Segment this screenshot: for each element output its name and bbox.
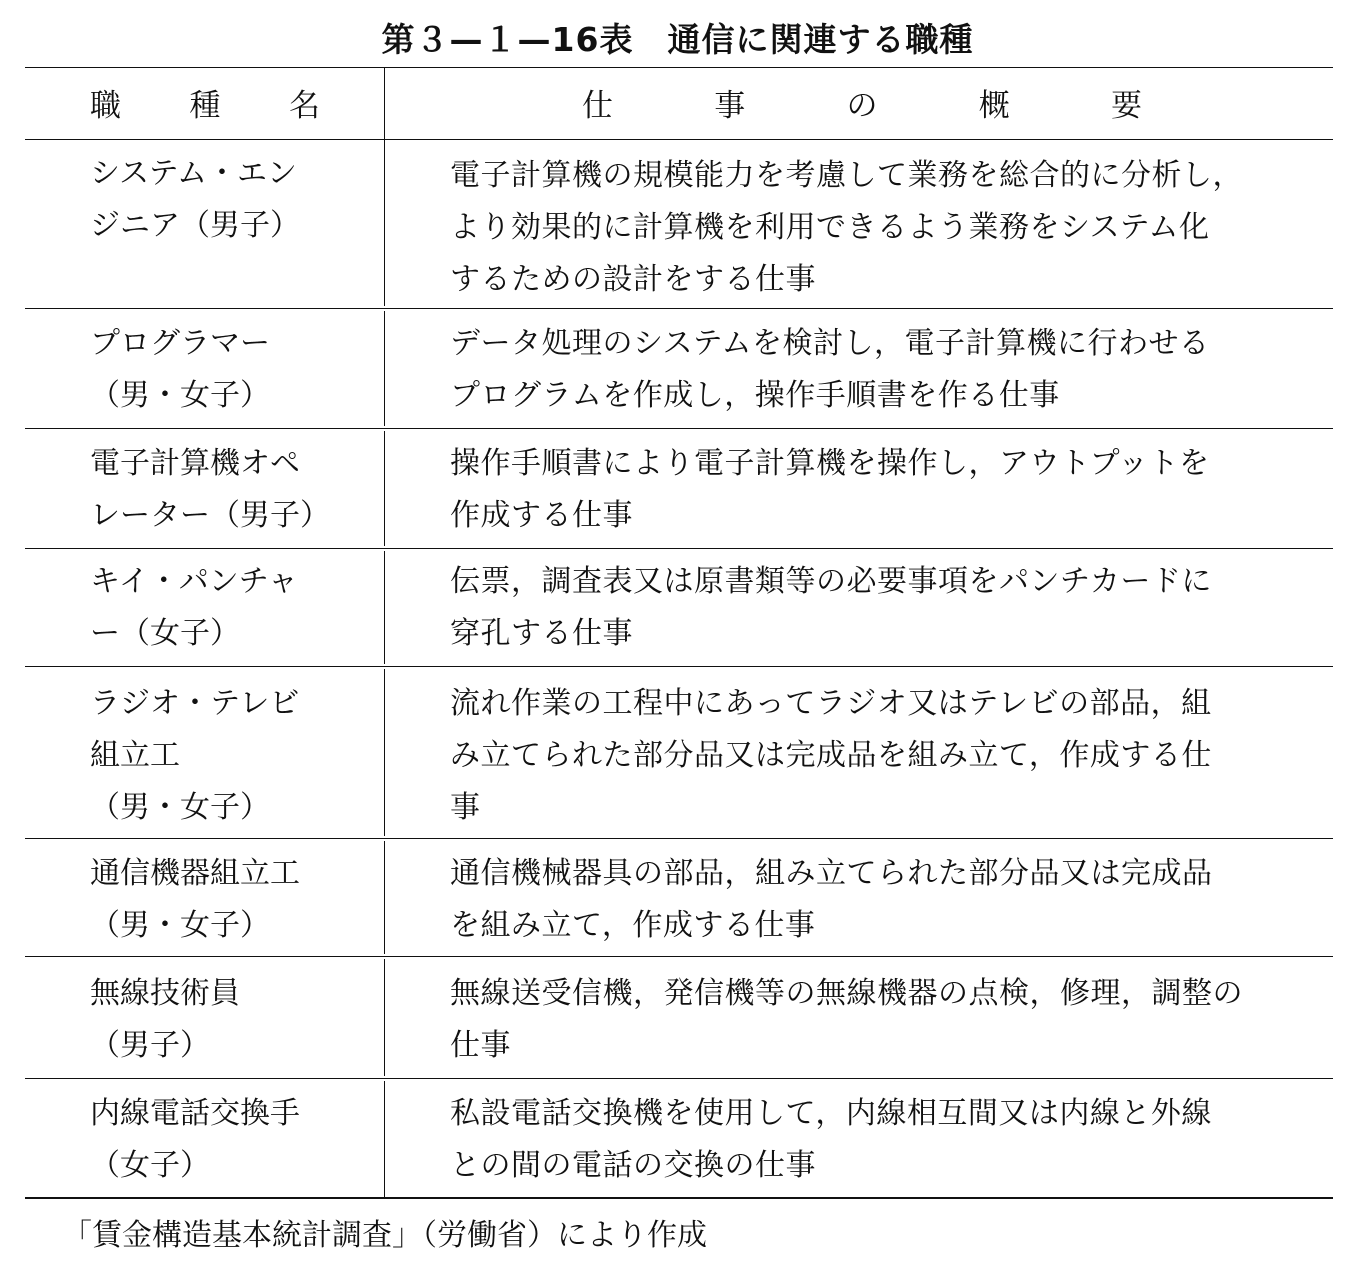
job-description: 流れ作業の工程中にあってラジオ又はテレビの部品，組 み立てられた部分品又は完成品を組み立て，作成する仕 事 xyxy=(450,686,1212,825)
job-name: 内線電話交換手 （女子） xyxy=(90,1096,300,1183)
row-separator xyxy=(25,666,1333,667)
job-name: ラジオ・テレビ 組立工 （男・女子） xyxy=(90,686,300,825)
column-divider xyxy=(384,669,385,836)
header-job-char-3: 名 xyxy=(289,87,320,124)
row-separator xyxy=(25,838,1333,839)
column-divider xyxy=(384,431,385,546)
row-separator xyxy=(25,308,1333,309)
job-description: 伝票，調査表又は原書類等の必要事項をパンチカードに 穿孔する仕事 xyxy=(450,564,1212,651)
column-divider xyxy=(384,140,385,306)
job-name: システム・エン ジニア（男子） xyxy=(90,156,300,243)
column-divider xyxy=(384,1081,385,1198)
header-desc-char-2: 事 xyxy=(714,87,746,124)
row-separator xyxy=(25,1078,1333,1079)
header-desc-char-4: 概 xyxy=(978,87,1010,124)
header-desc-char-5: 要 xyxy=(1111,87,1142,124)
header-rule xyxy=(25,139,1333,140)
table-title: 第３—１—16表 通信に関連する職種 xyxy=(381,20,974,59)
job-description: 電子計算機の規模能力を考慮して業務を総合的に分析し， より効果的に計算機を利用できるよう業務をシステム化 するための設計をする仕事 xyxy=(450,158,1243,297)
job-description: 通信機械器具の部品，組み立てられた部分品又は完成品 を組み立て，作成する仕事 xyxy=(450,856,1213,943)
header-col-description xyxy=(582,66,1142,138)
column-divider xyxy=(384,311,385,426)
job-description: 無線送受信機，発信機等の無線機器の点検，修理，調整の 仕事 xyxy=(450,976,1243,1063)
header-desc-char-1: 仕 xyxy=(582,87,613,124)
header-job-char-2: 種 xyxy=(189,87,221,124)
job-description: 私設電話交換機を使用して，内線相互間又は内線と外線 との間の電話の交換の仕事 xyxy=(450,1096,1212,1183)
header-col-job-name xyxy=(90,66,320,138)
header-job-char-1: 職 xyxy=(90,87,121,124)
job-name: プログラマー （男・女子） xyxy=(90,326,270,413)
job-description: データ処理のシステムを検討し，電子計算機に行わせる プログラムを作成し，操作手順書を作る仕事 xyxy=(450,326,1210,413)
column-divider xyxy=(384,959,385,1076)
source-note: 「賃金構造基本統計調査」（労働省）により作成 xyxy=(62,1218,707,1253)
column-divider xyxy=(384,68,385,139)
job-name: 無線技術員 （男子） xyxy=(90,976,240,1063)
job-name: キイ・パンチャ ー（女子） xyxy=(90,564,298,651)
job-name: 通信機器組立工 （男・女子） xyxy=(90,856,300,943)
row-separator xyxy=(25,956,1333,957)
column-divider xyxy=(384,551,385,664)
row-separator xyxy=(25,428,1333,429)
row-separator xyxy=(25,548,1333,549)
header-desc-char-3: の xyxy=(846,87,878,124)
bottom-rule xyxy=(25,1197,1333,1199)
job-name: 電子計算機オペ レーター（男子） xyxy=(90,446,330,533)
job-description: 操作手順書により電子計算機を操作し，アウトプットを 作成する仕事 xyxy=(450,446,1210,533)
column-divider xyxy=(384,841,385,954)
